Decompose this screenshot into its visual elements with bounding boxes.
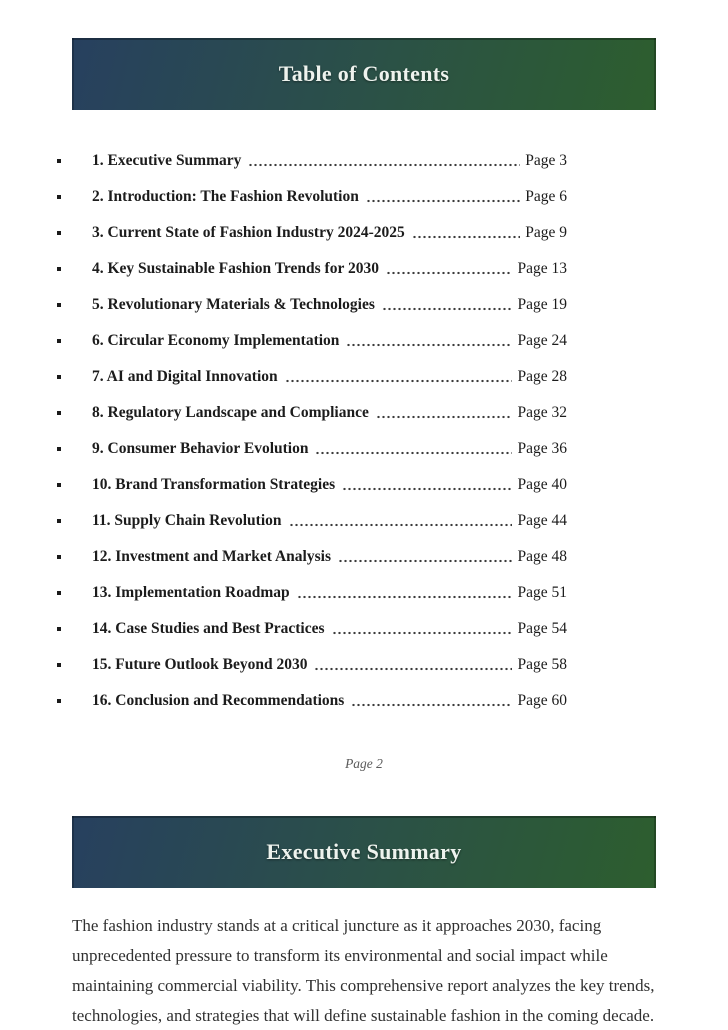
executive-section-title: Executive Summary (266, 839, 462, 864)
toc-entry-page: Page 40 (517, 476, 567, 493)
toc-entry-page: Page 54 (517, 620, 567, 637)
toc-entry-title: 7. AI and Digital Innovation (92, 368, 278, 385)
toc-entry[interactable] (57, 476, 567, 494)
executive-section-header (72, 816, 656, 888)
toc-entry[interactable] (57, 656, 567, 674)
toc-entry-page: Page 36 (517, 440, 567, 457)
toc-entry-title: 14. Case Studies and Best Practices (92, 620, 325, 637)
toc-entry-page: Page 24 (517, 332, 567, 349)
toc-entry-title: 2. Introduction: The Fashion Revolution (92, 188, 359, 205)
toc-entry-title: 10. Brand Transformation Strategies (92, 476, 336, 493)
square-bullet-icon (57, 591, 61, 595)
dot-leader (366, 199, 520, 203)
dot-leader (351, 703, 512, 707)
dot-leader (332, 631, 513, 635)
toc-entry-page: Page 58 (517, 656, 567, 673)
toc-entry-page: Page 51 (517, 584, 567, 601)
toc-entry-page: Page 6 (525, 188, 567, 205)
toc-entry[interactable] (57, 260, 567, 278)
dot-leader (297, 595, 513, 599)
toc-entry-title: 5. Revolutionary Materials & Technologies (92, 296, 375, 313)
toc-entry-title: 12. Investment and Market Analysis (92, 548, 331, 565)
square-bullet-icon (57, 555, 61, 559)
toc-entry[interactable] (57, 188, 567, 206)
toc-entry-title: 4. Key Sustainable Fashion Trends for 2030 (92, 260, 379, 277)
toc-entry-title: 13. Implementation Roadmap (92, 584, 290, 601)
toc-entry[interactable] (57, 548, 567, 566)
toc-entry-title: 11. Supply Chain Revolution (92, 512, 282, 529)
dot-leader (342, 487, 512, 491)
toc-entry-page: Page 3 (525, 152, 567, 169)
square-bullet-icon (57, 159, 61, 163)
dot-leader (412, 235, 520, 239)
toc-entry[interactable] (57, 620, 567, 638)
toc-entry-title: 6. Circular Economy Implementation (92, 332, 340, 349)
dot-leader (248, 163, 520, 167)
toc-entry[interactable] (57, 332, 567, 350)
dot-leader (289, 523, 513, 527)
toc-list (57, 152, 656, 710)
toc-entry-title: 16. Conclusion and Recommendations (92, 692, 345, 709)
dot-leader (382, 307, 513, 311)
toc-entry-page: Page 44 (517, 512, 567, 529)
toc-entry-title: 3. Current State of Fashion Industry 2024-2025 (92, 224, 405, 241)
dot-leader (314, 667, 512, 671)
toc-entry[interactable] (57, 224, 567, 242)
square-bullet-icon (57, 195, 61, 199)
toc-entry-page: Page 28 (517, 368, 567, 385)
square-bullet-icon (57, 483, 61, 487)
page-number-footer: Page 2 (345, 756, 383, 771)
toc-section-title: Table of Contents (278, 61, 450, 86)
square-bullet-icon (57, 267, 61, 271)
toc-entry-title: 9. Consumer Behavior Evolution (92, 440, 309, 457)
toc-entry-title: 15. Future Outlook Beyond 2030 (92, 656, 308, 673)
square-bullet-icon (57, 339, 61, 343)
toc-entry[interactable] (57, 152, 567, 170)
dot-leader (376, 415, 513, 419)
toc-entry[interactable] (57, 440, 567, 458)
square-bullet-icon (57, 411, 61, 415)
dot-leader (315, 451, 512, 455)
toc-entry-page: Page 13 (517, 260, 567, 277)
toc-entry-title: 8. Regulatory Landscape and Compliance (92, 404, 369, 421)
toc-entry[interactable] (57, 404, 567, 422)
toc-entry-page: Page 9 (525, 224, 567, 241)
dot-leader (338, 559, 513, 563)
square-bullet-icon (57, 447, 61, 451)
toc-entry-page: Page 32 (517, 404, 567, 421)
square-bullet-icon (57, 627, 61, 631)
dot-leader (386, 271, 513, 275)
square-bullet-icon (57, 663, 61, 667)
toc-entry[interactable] (57, 692, 567, 710)
executive-summary-paragraph: The fashion industry stands at a critical juncture as it approaches 2030, facing unprecedented pressure to transform its environmental and social impact while maintaining commercial viability. This comprehensive report analyzes the key trends, technologies, and strategies that will define sustainable fashion in the coming decade. (72, 916, 655, 1025)
square-bullet-icon (57, 699, 61, 703)
toc-entry-page: Page 60 (517, 692, 567, 709)
square-bullet-icon (57, 231, 61, 235)
square-bullet-icon (57, 375, 61, 379)
toc-entry[interactable] (57, 584, 567, 602)
toc-entry-title: 1. Executive Summary (92, 152, 242, 169)
dot-leader (285, 379, 513, 383)
toc-section-header (72, 38, 656, 110)
toc-entry[interactable] (57, 296, 567, 314)
toc-entry[interactable] (57, 368, 567, 386)
square-bullet-icon (57, 303, 61, 307)
toc-entry[interactable] (57, 512, 567, 530)
dot-leader (346, 343, 512, 347)
toc-entry-page: Page 19 (517, 296, 567, 313)
toc-entry-page: Page 48 (517, 548, 567, 565)
square-bullet-icon (57, 519, 61, 523)
